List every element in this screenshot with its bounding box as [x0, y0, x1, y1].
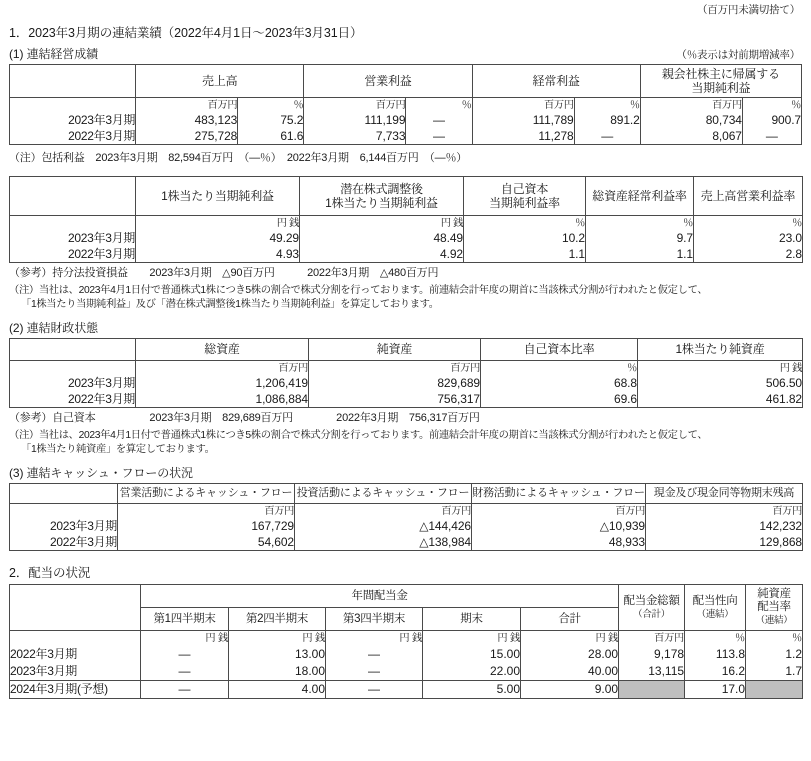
cell-net-2023: 80,734: [640, 112, 742, 128]
cell-ord-2023: 111,789: [472, 112, 574, 128]
stock-split-note-eps-line2: [9, 298, 802, 312]
cell-div-total-2023: 40.00: [521, 663, 619, 681]
results-header-row: [10, 65, 802, 98]
finpos-header-row: [10, 339, 803, 361]
unit-investing-cf: 百万円: [295, 504, 472, 519]
cf-header-row: [10, 484, 803, 504]
table-row: [10, 518, 803, 534]
cell-div-q2-2022: 13.00: [229, 646, 326, 663]
cf-units-blank: [10, 504, 118, 519]
cell-opm-2022: 2.8: [694, 246, 803, 263]
comprehensive-income-note: （注）包括利益 2023年3月期 82,594百万円 （―％） 2022年3月期 6,144百万円 （―％）: [9, 152, 468, 164]
cell-cash-end-2022: 129,868: [646, 534, 803, 551]
cell-div-amount-2023: 13,115: [619, 663, 685, 681]
unit-roe: ％: [464, 216, 586, 231]
financial-position-table: [9, 338, 803, 408]
table-row: [10, 646, 803, 663]
table-row: [10, 663, 803, 681]
cell-div-total-2024: 9.00: [521, 681, 619, 699]
header-operating-cf: 営業活動によるキャッシュ・フロー: [118, 484, 295, 504]
header-financing-cf: 財務活動によるキャッシュ・フロー: [472, 484, 646, 504]
finpos-row-label-fy2022: 2022年3月期: [10, 391, 136, 408]
finpos-units-row: [10, 361, 803, 376]
pershare-row-label-fy2022: 2022年3月期: [10, 246, 136, 263]
stock-split-note-bps-line2: [9, 443, 802, 457]
table-row: [10, 246, 803, 263]
header-roe-line1: 自己資本: [500, 182, 549, 196]
section1-sub1-title: (1) 連結経営成績: [9, 47, 99, 61]
cell-opm-2023: 23.0: [694, 230, 803, 246]
section1-sub1-row: [9, 46, 802, 62]
unit-ord-amount: 百万円: [472, 98, 574, 113]
unit-bps: 円 銭: [638, 361, 803, 376]
rounding-note: （百万円未満切捨て）: [697, 4, 800, 16]
pershare-row-label-fy2023: 2023年3月期: [10, 230, 136, 246]
cell-div-q3-2022: ―: [326, 646, 423, 663]
unit-op-pct: ％: [406, 98, 472, 113]
header-q3-end: 第3四半期末: [326, 608, 423, 631]
cell-op-pct-2023: ―: [406, 112, 472, 128]
dividend-table: [9, 584, 803, 699]
cell-div-yearend-2022: 15.00: [423, 646, 521, 663]
cell-ord-pct-2022: ―: [574, 128, 640, 145]
header-payout-ratio-line2: （連結）: [696, 608, 734, 620]
dividend-row-label-fy2024-forecast: 2024年3月期(予想): [10, 681, 141, 699]
table-row: [10, 681, 803, 699]
cell-net-pct-2022: ―: [742, 128, 801, 145]
dividend-row-label-fy2022: 2022年3月期: [10, 646, 141, 663]
unit-eps: 円 銭: [136, 216, 300, 231]
header-dividend-on-equity-line2: 配当率: [757, 601, 791, 613]
header-investing-cf: 投資活動によるキャッシュ・フロー: [295, 484, 472, 504]
cell-diluted-eps-2023: 48.49: [300, 230, 464, 246]
table-row: [10, 230, 803, 246]
header-annual-dividend: 年間配当金: [141, 585, 619, 608]
cell-net-assets-2023: 829,689: [309, 375, 481, 391]
section1-title: 1．2023年3月期の連結業績（2022年4月1日～2023年3月31日）: [9, 26, 363, 40]
unit-net-assets: 百万円: [309, 361, 481, 376]
header-diluted-eps-line2: 1株当たり当期純利益: [325, 196, 438, 210]
cell-total-assets-2022: 1,086,884: [136, 391, 309, 408]
pershare-header-row: [10, 177, 803, 216]
cell-div-yearend-2024: 5.00: [423, 681, 521, 699]
header-q2-end: 第2四半期末: [229, 608, 326, 631]
header-cash-end: 現金及び現金同等物期末残高: [646, 484, 803, 504]
row-label-fy2023: 2023年3月期: [10, 112, 136, 128]
unit-year-end: 円 銭: [423, 631, 521, 647]
cell-ord-pct-2023: 891.2: [574, 112, 640, 128]
consolidated-results-table: [9, 64, 802, 145]
cell-div-q3-2023: ―: [326, 663, 423, 681]
header-total-dividend-amount: [619, 585, 685, 631]
stock-split-note-eps-line2-text: 「1株当たり当期純利益」及び「潜在株式調整後1株当たり当期純利益」を算定しております。: [21, 299, 439, 310]
cell-sales-2023: 483,123: [136, 112, 238, 128]
table-row: [10, 128, 802, 145]
header-year-end: 期末: [423, 608, 521, 631]
unit-q1: 円 銭: [141, 631, 229, 647]
cell-div-total-2022: 28.00: [521, 646, 619, 663]
header-total-dividend-amount-line2: （合計）: [633, 608, 670, 620]
header-eps: 1株当たり当期純利益: [136, 177, 300, 216]
unit-cash-end: 百万円: [646, 504, 803, 519]
header-operating-margin: 売上高営業利益率: [694, 177, 803, 216]
table-row: [10, 112, 802, 128]
header-q1-end: 第1四半期末: [141, 608, 229, 631]
header-dividend-on-equity-line3: （連結）: [755, 615, 793, 626]
section3-sub-title: (3) 連結キャッシュ・フローの状況: [9, 466, 193, 480]
unit-payout: ％: [685, 631, 746, 647]
table-row: [10, 534, 803, 551]
cell-bps-2022: 461.82: [638, 391, 803, 408]
header-equity-ratio: 自己資本比率: [481, 339, 638, 361]
stock-split-note-bps-line2-text: 「1株当たり純資産」を算定しております。: [21, 444, 215, 455]
unit-op-amount: 百万円: [304, 98, 406, 113]
cell-div-q2-2024: 4.00: [229, 681, 326, 699]
unit-net-pct: ％: [742, 98, 801, 113]
cell-net-assets-2022: 756,317: [309, 391, 481, 408]
cell-investing-cf-2023: △144,426: [295, 518, 472, 534]
cf-row-label-fy2023: 2023年3月期: [10, 518, 118, 534]
cell-operating-cf-2022: 54,602: [118, 534, 295, 551]
unit-operating-cf: 百万円: [118, 504, 295, 519]
row-label-fy2022: 2022年3月期: [10, 128, 136, 145]
cell-div-q1-2022: ―: [141, 646, 229, 663]
equity-method-note: （参考）持分法投資損益 2023年3月期 △90百万円 2022年3月期 △480百万円: [9, 267, 439, 279]
cell-financing-cf-2022: 48,933: [472, 534, 646, 551]
cell-roe-2022: 1.1: [464, 246, 586, 263]
header-roe: [464, 177, 586, 216]
per-share-indicators-table: [9, 176, 803, 263]
finpos-units-blank: [10, 361, 136, 376]
header-roa: 総資産経常利益率: [586, 177, 694, 216]
cell-total-assets-2023: 1,206,419: [136, 375, 309, 391]
cell-roa-2023: 9.7: [586, 230, 694, 246]
units-blank: [10, 98, 136, 113]
cell-payout-2023: 16.2: [685, 663, 746, 681]
table-row: [10, 375, 803, 391]
stock-split-note-eps-line1: （注）当社は、2023年4月1日付で普通株式1株につき5株の割合で株式分割を行っております。前連結会計年度の期首に当該株式分割が行われたと仮定して、: [9, 285, 708, 296]
cell-cash-end-2023: 142,232: [646, 518, 803, 534]
unit-total-assets: 百万円: [136, 361, 309, 376]
cell-net-2022: 8,067: [640, 128, 742, 145]
dividend-corner-cell: [10, 585, 141, 631]
header-dividend-on-equity: [746, 585, 803, 631]
header-total-assets: 総資産: [136, 339, 309, 361]
unit-diluted-eps: 円 銭: [300, 216, 464, 231]
header-payout-ratio: [685, 585, 746, 631]
results-units-row: [10, 98, 802, 113]
cell-div-amount-2024: [619, 681, 685, 699]
header-total-dividend-amount-line1: 配当金総額: [623, 594, 680, 607]
cell-diluted-eps-2022: 4.92: [300, 246, 464, 263]
section2-sub-title: (2) 連結財政状態: [9, 321, 99, 335]
header-diluted-eps-line1: 潜在株式調整後: [340, 182, 423, 196]
cell-equity-ratio-2022: 69.6: [481, 391, 638, 408]
header-net-income-line1: 親会社株主に帰属する: [661, 67, 780, 81]
cell-roa-2022: 1.1: [586, 246, 694, 263]
cell-op-2023: 111,199: [304, 112, 406, 128]
cf-corner-cell: [10, 484, 118, 504]
unit-ord-pct: ％: [574, 98, 640, 113]
cell-roe-2023: 10.2: [464, 230, 586, 246]
cell-dor-2023: 1.7: [746, 663, 803, 681]
cf-units-row: [10, 504, 803, 519]
pershare-units-blank: [10, 216, 136, 231]
stock-split-note-bps-line1: （注）当社は、2023年4月1日付で普通株式1株につき5株の割合で株式分割を行っております。前連結会計年度の期首に当該株式分割が行われたと仮定して、: [9, 430, 708, 441]
unit-roa: ％: [586, 216, 694, 231]
dividend-row-label-fy2023: 2023年3月期: [10, 663, 141, 681]
cell-op-2022: 7,733: [304, 128, 406, 145]
own-capital-note: （参考）自己資本 2023年3月期 829,689百万円 2022年3月期 756,317百万円: [9, 412, 480, 424]
cell-div-q3-2024: ―: [326, 681, 423, 699]
header-sales: 売上高: [136, 65, 304, 98]
dividend-units-blank: [10, 631, 141, 647]
cell-equity-ratio-2023: 68.8: [481, 375, 638, 391]
cell-net-pct-2023: 900.7: [742, 112, 801, 128]
unit-net-amount: 百万円: [640, 98, 742, 113]
cell-sales-pct-2022: 61.6: [238, 128, 304, 145]
cell-ord-2022: 11,278: [472, 128, 574, 145]
header-net-income-line2: 当期純利益: [691, 81, 751, 95]
header-diluted-eps: [300, 177, 464, 216]
header-roe-line2: 当期純利益率: [489, 196, 560, 210]
dividend-group-header-row: [10, 585, 803, 608]
header-dividend-total: 合計: [521, 608, 619, 631]
cell-payout-2022: 113.8: [685, 646, 746, 663]
unit-q3: 円 銭: [326, 631, 423, 647]
unit-dor: ％: [746, 631, 803, 647]
header-payout-ratio-line1: 配当性向: [692, 594, 738, 607]
header-net-assets: 純資産: [309, 339, 481, 361]
cash-flow-table: [9, 483, 803, 551]
results-corner-cell: [10, 65, 136, 98]
cell-div-amount-2022: 9,178: [619, 646, 685, 663]
finpos-row-label-fy2023: 2023年3月期: [10, 375, 136, 391]
cell-payout-2024: 17.0: [685, 681, 746, 699]
percent-note: （％表示は対前期増減率）: [676, 49, 800, 61]
cell-div-q1-2024: ―: [141, 681, 229, 699]
dividend-section-title: 2．配当の状況: [9, 566, 91, 580]
cell-eps-2022: 4.93: [136, 246, 300, 263]
header-ordinary-income: 経常利益: [472, 65, 640, 98]
cell-eps-2023: 49.29: [136, 230, 300, 246]
unit-q2: 円 銭: [229, 631, 326, 647]
cell-financing-cf-2023: △10,939: [472, 518, 646, 534]
cell-op-pct-2022: ―: [406, 128, 472, 145]
cell-sales-pct-2023: 75.2: [238, 112, 304, 128]
cell-dor-2024: [746, 681, 803, 699]
dividend-units-row: [10, 631, 803, 647]
cell-sales-2022: 275,728: [136, 128, 238, 145]
unit-sales-pct: ％: [238, 98, 304, 113]
pershare-corner-cell: [10, 177, 136, 216]
header-net-income: [640, 65, 801, 98]
cell-div-q1-2023: ―: [141, 663, 229, 681]
unit-financing-cf: 百万円: [472, 504, 646, 519]
cf-row-label-fy2022: 2022年3月期: [10, 534, 118, 551]
unit-total-amount: 百万円: [619, 631, 685, 647]
unit-equity-ratio: ％: [481, 361, 638, 376]
cell-investing-cf-2022: △138,984: [295, 534, 472, 551]
cell-div-q2-2023: 18.00: [229, 663, 326, 681]
table-row: [10, 391, 803, 408]
header-bps: 1株当たり純資産: [638, 339, 803, 361]
finpos-corner-cell: [10, 339, 136, 361]
cell-div-yearend-2023: 22.00: [423, 663, 521, 681]
unit-total: 円 銭: [521, 631, 619, 647]
unit-opm: ％: [694, 216, 803, 231]
cell-operating-cf-2023: 167,729: [118, 518, 295, 534]
header-dividend-on-equity-line1: 純資産: [757, 588, 791, 600]
pershare-units-row: [10, 216, 803, 231]
cell-dor-2022: 1.2: [746, 646, 803, 663]
cell-bps-2023: 506.50: [638, 375, 803, 391]
header-operating-income: 営業利益: [304, 65, 472, 98]
unit-sales-amount: 百万円: [136, 98, 238, 113]
